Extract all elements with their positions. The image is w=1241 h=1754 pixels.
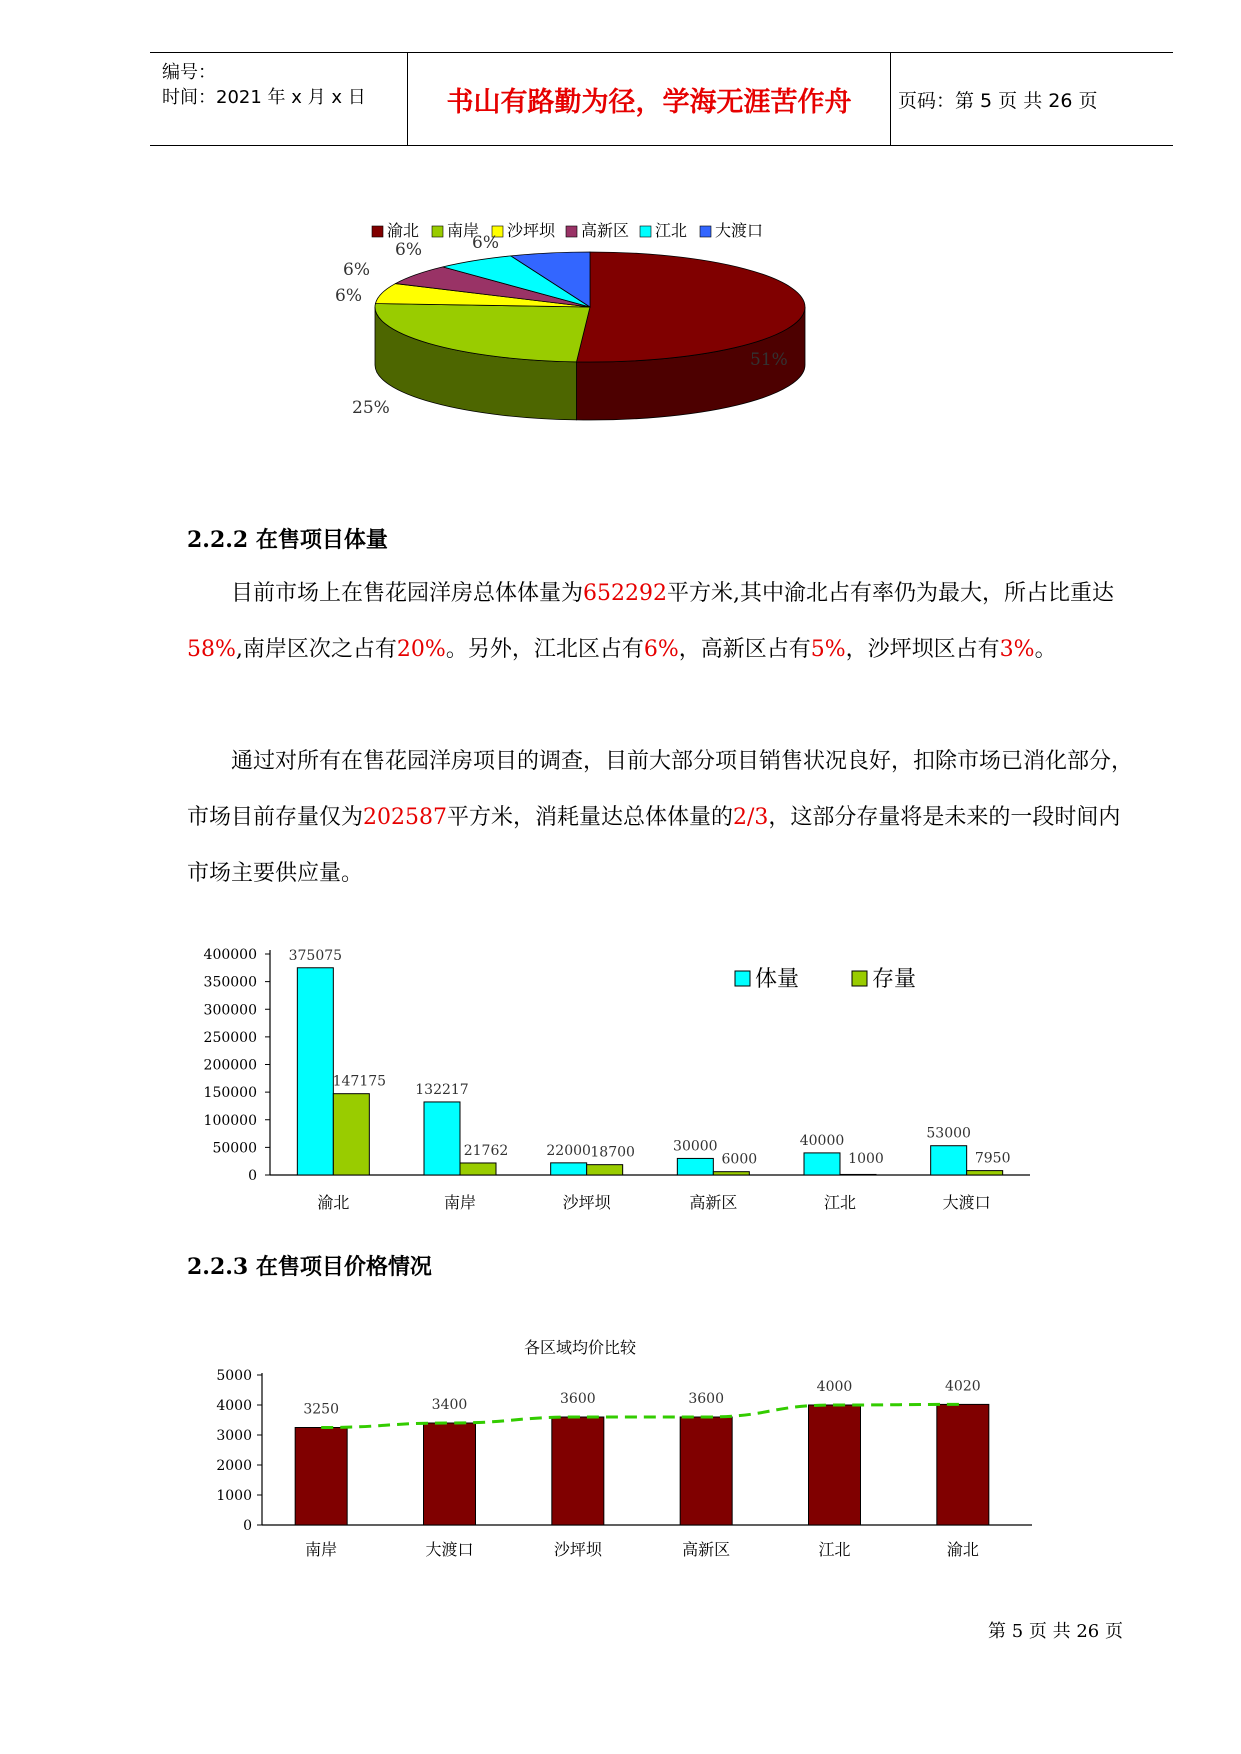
y-tick-label: 1000 (216, 1488, 252, 1504)
y-tick-label: 200000 (203, 1057, 257, 1074)
pie-legend-label: 大渡口 (715, 221, 764, 240)
pie-chart (335, 215, 880, 480)
price-data-label: 3250 (303, 1401, 339, 1418)
bar-volume (677, 1158, 713, 1175)
bar-data-label: 6000 (721, 1151, 758, 1168)
bar-data-label: 7950 (974, 1150, 1011, 1167)
bar-data-label: 22000 (546, 1142, 591, 1159)
volume-bar-chart (190, 930, 1050, 1225)
highlight-value: 20% (396, 637, 446, 662)
bar-volume (424, 1102, 460, 1175)
bar-data-label: 30000 (673, 1138, 718, 1155)
pie-value-label: 51% (750, 350, 788, 370)
text-run: 平方米,其中渝北占有率仍为最大，所占比重达 (667, 581, 1114, 606)
price-data-label: 3600 (560, 1391, 596, 1407)
x-category-label: 南岸 (305, 1540, 338, 1559)
pie-value-label: 6% (395, 240, 422, 260)
pie-legend-label: 南岸 (447, 221, 480, 240)
bar-stock (460, 1163, 496, 1175)
text-run: 目前市场上在售花园洋房总体体量为 (231, 581, 584, 606)
price-bar (937, 1404, 989, 1525)
highlight-value: 202587 (363, 805, 447, 830)
price-bar (552, 1417, 604, 1525)
bar-stock (967, 1171, 1003, 1175)
pie-legend-label: 渝北 (387, 221, 420, 240)
y-tick-label: 100000 (203, 1112, 257, 1129)
text-run: 。另外，江北区占有 (445, 637, 644, 662)
price-data-label: 4020 (945, 1378, 981, 1395)
x-category-label: 大渡口 (942, 1193, 991, 1212)
bar-data-label: 132217 (415, 1081, 469, 1098)
text-run: 平方米，消耗量达总体体量的 (447, 805, 734, 830)
highlight-value: 2/3 (733, 805, 769, 830)
number-label: 编号： (162, 62, 216, 83)
bar-volume (931, 1146, 967, 1175)
x-category-label: 南岸 (443, 1193, 477, 1212)
bar-legend-swatch (852, 971, 867, 986)
bar-data-label: 18700 (590, 1144, 635, 1161)
y-tick-label: 2000 (216, 1458, 252, 1474)
section-heading-223: 2.2.3 在售项目价格情况 (187, 1254, 432, 1280)
pie-legend-label: 高新区 (581, 221, 630, 240)
pie-legend-swatch (566, 226, 577, 237)
bar-data-label: 40000 (799, 1132, 845, 1149)
x-category-label: 渝北 (946, 1540, 979, 1559)
highlight-value: 3% (999, 637, 1035, 662)
price-bar (680, 1417, 732, 1525)
bar-data-label: 53000 (926, 1125, 971, 1142)
price-data-label: 4000 (816, 1379, 853, 1395)
x-category-label: 渝北 (317, 1193, 350, 1212)
price-chart-title: 各区域均价比较 (523, 1338, 637, 1357)
text-run: ，沙坪坝区占有 (845, 637, 1000, 662)
pie-value-label: 25% (352, 398, 390, 418)
page-footer: 第 5 页 共 26 页 (988, 1621, 1123, 1642)
x-category-label: 沙坪坝 (553, 1540, 602, 1559)
pie-legend-swatch (640, 226, 651, 237)
y-tick-label: 50000 (212, 1140, 257, 1157)
motto: 书山有路勤为径，学海无涯苦作舟 (408, 53, 891, 145)
price-bar (295, 1428, 347, 1526)
bar-legend-label: 存量 (872, 967, 917, 992)
price-bar (809, 1405, 861, 1525)
section-heading-222: 2.2.2 在售项目体量 (187, 527, 388, 553)
y-tick-label: 0 (248, 1168, 257, 1184)
highlight-value: 58% (187, 637, 236, 662)
x-category-label: 沙坪坝 (562, 1193, 611, 1212)
pie-legend-swatch (432, 226, 443, 237)
x-category-label: 大渡口 (425, 1540, 474, 1559)
pie-legend (372, 221, 763, 240)
header-meta (162, 53, 408, 145)
bar-data-label: 375075 (288, 947, 343, 964)
pie-legend-label: 江北 (655, 221, 688, 240)
price-bar-chart (190, 1330, 1050, 1570)
bar-stock (840, 1174, 876, 1175)
paragraph-volume (187, 566, 1137, 678)
bar-legend (735, 967, 916, 992)
bar-volume (804, 1153, 840, 1175)
bar-volume (551, 1163, 587, 1175)
y-tick-label: 300000 (203, 1002, 257, 1019)
pie-legend-label: 沙坪坝 (507, 221, 556, 240)
y-tick-label: 350000 (203, 974, 257, 991)
highlight-value: 652292 (583, 581, 667, 606)
bar-legend-swatch (735, 971, 750, 986)
header-page-info: 页码：第 5 页 共 26 页 (898, 89, 1098, 112)
y-tick-label: 400000 (203, 947, 257, 963)
price-data-label: 3600 (688, 1391, 724, 1407)
text-run: ，这部分存量将是未来的一段时间内市场主要供应量。 (187, 805, 1121, 886)
bar-data-label: 21762 (463, 1142, 509, 1159)
bar-data-label: 147175 (332, 1073, 387, 1090)
bar-stock (713, 1172, 749, 1175)
bar-stock (333, 1094, 369, 1175)
page-header (150, 52, 1173, 146)
x-category-label: 江北 (818, 1540, 851, 1559)
y-tick-label: 3000 (216, 1428, 252, 1444)
highlight-value: 5% (810, 637, 846, 662)
price-bar (424, 1423, 476, 1525)
pie-value-label: 6% (343, 260, 370, 280)
bar-stock (587, 1165, 623, 1175)
x-category-label: 高新区 (682, 1540, 731, 1559)
y-tick-label: 250000 (203, 1029, 257, 1046)
text-run: ,南岸区次之占有 (235, 637, 397, 662)
pie-value-label: 6% (335, 286, 362, 306)
pie-body (375, 252, 805, 420)
y-tick-label: 0 (243, 1518, 252, 1534)
y-tick-label: 150000 (203, 1085, 257, 1102)
pie-legend-swatch (700, 226, 711, 237)
bar-volume (297, 968, 333, 1175)
paragraph-stock (187, 734, 1137, 902)
time-label: 时间：2021 年 x 月 x 日 (162, 87, 366, 108)
text-run: 通过对所有在售花园洋房项目的调查，目前大部分项目销售状况良好，扣除市场已消化部分，市场目前存量仅为 (187, 749, 1134, 830)
y-tick-label: 4000 (216, 1398, 252, 1414)
x-category-label: 高新区 (689, 1193, 738, 1212)
text-run: ，高新区占有 (678, 637, 811, 662)
bar-data-label: 1000 (848, 1151, 884, 1167)
price-data-label: 3400 (431, 1397, 468, 1413)
pie-legend-swatch (372, 226, 383, 237)
y-tick-label: 5000 (216, 1368, 252, 1384)
x-category-label: 江北 (823, 1193, 857, 1212)
price-trend-line (321, 1404, 963, 1427)
text-run: 。 (1034, 637, 1057, 662)
bar-legend-label: 体量 (755, 967, 800, 992)
highlight-value: 6% (643, 637, 679, 662)
pie-value-label: 6% (472, 233, 499, 253)
